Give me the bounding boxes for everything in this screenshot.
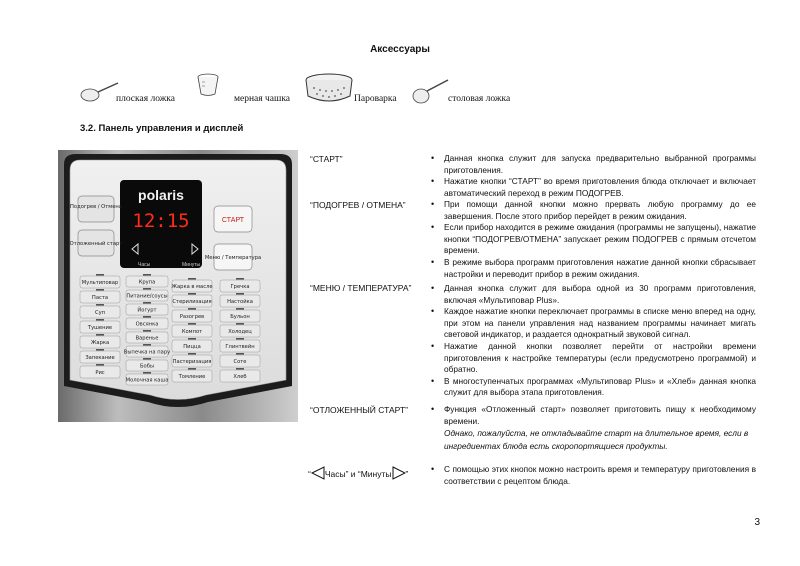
panel-program-label: Варенье: [135, 335, 159, 342]
list-item: • Данная кнопка служит для запуска предварительно выбранной программы приготовления.: [444, 153, 756, 176]
panel-indicator-led: [236, 293, 244, 295]
panel-program-label: Крупа: [138, 279, 156, 286]
panel-program-label: Мультиповар: [81, 280, 119, 286]
panel-indicator-led: [96, 289, 104, 291]
accessory-label-table-spoon: столовая ложка: [448, 94, 511, 104]
panel-program-label: Овсянка: [135, 321, 159, 328]
panel-indicator-led: [143, 344, 151, 346]
page-title: Аксессуары: [370, 44, 430, 55]
panel-indicator-led: [188, 368, 196, 370]
panel-indicator-led: [188, 308, 196, 310]
desc-delay-start: [430, 404, 756, 452]
warning-note: Однако, пожалуйста, не откладывайте старт на длительное время, если в ингредиентах блюда есть скоропортящиеся продукты.: [444, 428, 749, 451]
label-menu: “МЕНЮ / ТЕМПЕРАТУРА”: [310, 283, 412, 293]
label-delay-start: “ОТЛОЖЕННЫЙ СТАРТ”: [310, 405, 408, 415]
panel-program-label: Молочная каша: [125, 377, 169, 384]
panel-indicator-led: [236, 323, 244, 325]
panel-indicator-led: [188, 323, 196, 325]
panel-program-label: Жарка в масле: [171, 284, 213, 290]
panel-indicator-led: [96, 364, 104, 366]
list-item: • В многоступенчатых программах «Мультиповар Plus» и «Хлеб» данная кнопка служит для выбора этапа приготовления.: [444, 376, 756, 399]
list-item: • Данная кнопка служит для выбора одной из 30 программ приготовления, включая «Мультиповар Plus».: [444, 283, 756, 306]
list-item: • Нажатие кнопки “СТАРТ” во время приготовления блюда отключает и включает автоматический переход в режим ПОДОГРЕВ.: [444, 176, 756, 199]
panel-indicator-led: [96, 274, 104, 276]
panel-indicator-led: [143, 288, 151, 290]
panel-program-label: Разогрев: [179, 314, 205, 320]
panel-program-label: Настойка: [227, 299, 253, 305]
panel-program-label: Суп: [94, 310, 106, 316]
desc-menu: [430, 283, 756, 399]
label-hours-minutes: “ Часы” и “Минуты ”: [308, 466, 408, 480]
panel-program-label: Компот: [181, 329, 203, 335]
panel-indicator-led: [143, 330, 151, 332]
panel-indicator-led: [236, 368, 244, 370]
accessory-label-steamer: Пароварка: [354, 94, 397, 104]
desc-start: [430, 153, 756, 199]
list-item: • Если прибор находится в режиме ожидания (программы не запущены), нажатие кнопки “ПОДОГРЕВ/ОТМЕНА” запускает режим ПОДОГРЕВ с прямым отсчетом времени.: [444, 222, 756, 257]
svg-text:Отложенный старт: Отложенный старт: [69, 241, 123, 247]
desc-hours-minutes: [430, 464, 756, 487]
list-item: • Каждое нажатие кнопки переключает программы в списке меню вперед на одну, при этом на панели управления над названием программы начинает мигать световой индикатор, и раздается однократный звуковой сигнал.: [444, 306, 756, 341]
panel-indicator-led: [236, 353, 244, 355]
left-arrow-icon: [311, 466, 325, 480]
label-cancel: “ПОДОГРЕВ / ОТМЕНА”: [310, 200, 406, 210]
label-start: “СТАРТ”: [310, 154, 343, 164]
accessory-label-measuring-cup: мерная чашка: [234, 94, 291, 104]
panel-indicator-led: [143, 372, 151, 374]
panel-program-label: Бобы: [139, 363, 155, 370]
measuring-cup-icon: [196, 72, 220, 98]
panel-program-label: Бульон: [230, 314, 250, 320]
panel-indicator-led: [96, 334, 104, 336]
panel-program-label: Рис: [95, 370, 105, 376]
panel-indicator-led: [236, 308, 244, 310]
section-title: 3.2. Панель управления и дисплей: [80, 123, 244, 134]
panel-hours-label: Часы: [138, 262, 151, 268]
control-panel-image: [58, 150, 298, 422]
panel-indicator-led: [96, 304, 104, 306]
panel-indicator-led: [236, 278, 244, 280]
page-number: 3: [754, 517, 760, 528]
panel-indicator-led: [188, 293, 196, 295]
steamer-icon: [304, 72, 354, 106]
panel-indicator-led: [143, 358, 151, 360]
panel-program-label: Жарка: [90, 340, 110, 346]
svg-text:Подогрев / Отмена: Подогрев / Отмена: [70, 204, 122, 210]
panel-program-label: Глинтвейн: [225, 344, 255, 350]
svg-text:СТАРТ: СТАРТ: [221, 217, 245, 224]
panel-display-time: 12:15: [132, 210, 190, 232]
desc-cancel: [430, 199, 756, 280]
panel-indicator-led: [143, 316, 151, 318]
flat-spoon-icon: [80, 80, 120, 104]
list-item: • С помощью этих кнопок можно настроить время и температуру приготовления в соответствии с рецептом блюда.: [444, 464, 756, 487]
panel-indicator-led: [96, 349, 104, 351]
panel-program-label: Соте: [233, 359, 247, 365]
list-item: • При помощи данной кнопки можно прервать любую программу до ее завершения. После этого прибор перейдет в режим ожидания.: [444, 199, 756, 222]
panel-indicator-led: [236, 338, 244, 340]
list-item: • Функция «Отложенный старт» позволяет приготовить пищу к необходимому времени.: [444, 404, 756, 427]
panel-program-label: Тушение: [87, 325, 113, 331]
panel-indicator-led: [188, 278, 196, 280]
panel-program-label: Йогурт: [137, 307, 157, 314]
svg-text:Меню / Температура: Меню / Температура: [204, 255, 262, 261]
table-spoon-icon: [410, 78, 450, 106]
right-arrow-icon: [392, 466, 406, 480]
panel-program-label: Томление: [178, 374, 206, 380]
panel-indicator-led: [188, 338, 196, 340]
accessory-label-flat-spoon: плоская ложка: [116, 94, 175, 104]
panel-program-label: Паста: [91, 295, 109, 301]
panel-indicator-led: [143, 274, 151, 276]
panel-indicator-led: [143, 302, 151, 304]
panel-indicator-led: [188, 353, 196, 355]
panel-program-label: Выпечка на пару: [123, 349, 171, 356]
panel-brand: polaris: [138, 187, 184, 203]
panel-program-label: Питание/соусы: [126, 293, 168, 300]
panel-program-label: Стерилизация: [172, 299, 212, 305]
panel-program-label: Гречка: [230, 284, 250, 290]
panel-program-label: Пастеризация: [172, 359, 212, 365]
list-item: • В режиме выбора программ приготовления нажатие данной кнопки сбрасывает настройки и переводит прибор в режим ожидания.: [444, 257, 756, 280]
panel-program-label: Холодец: [228, 329, 252, 335]
panel-program-label: Пицца: [183, 344, 201, 350]
panel-program-label: Запекание: [85, 355, 115, 361]
panel-program-label: Хлеб: [233, 374, 247, 380]
panel-minutes-label: Минуты: [182, 262, 201, 268]
list-item: • Нажатие данной кнопки позволяет перейти от настройки времени приготовления к настройке температуры (если предусмотрено программой) и обратно.: [444, 341, 756, 376]
panel-indicator-led: [96, 319, 104, 321]
